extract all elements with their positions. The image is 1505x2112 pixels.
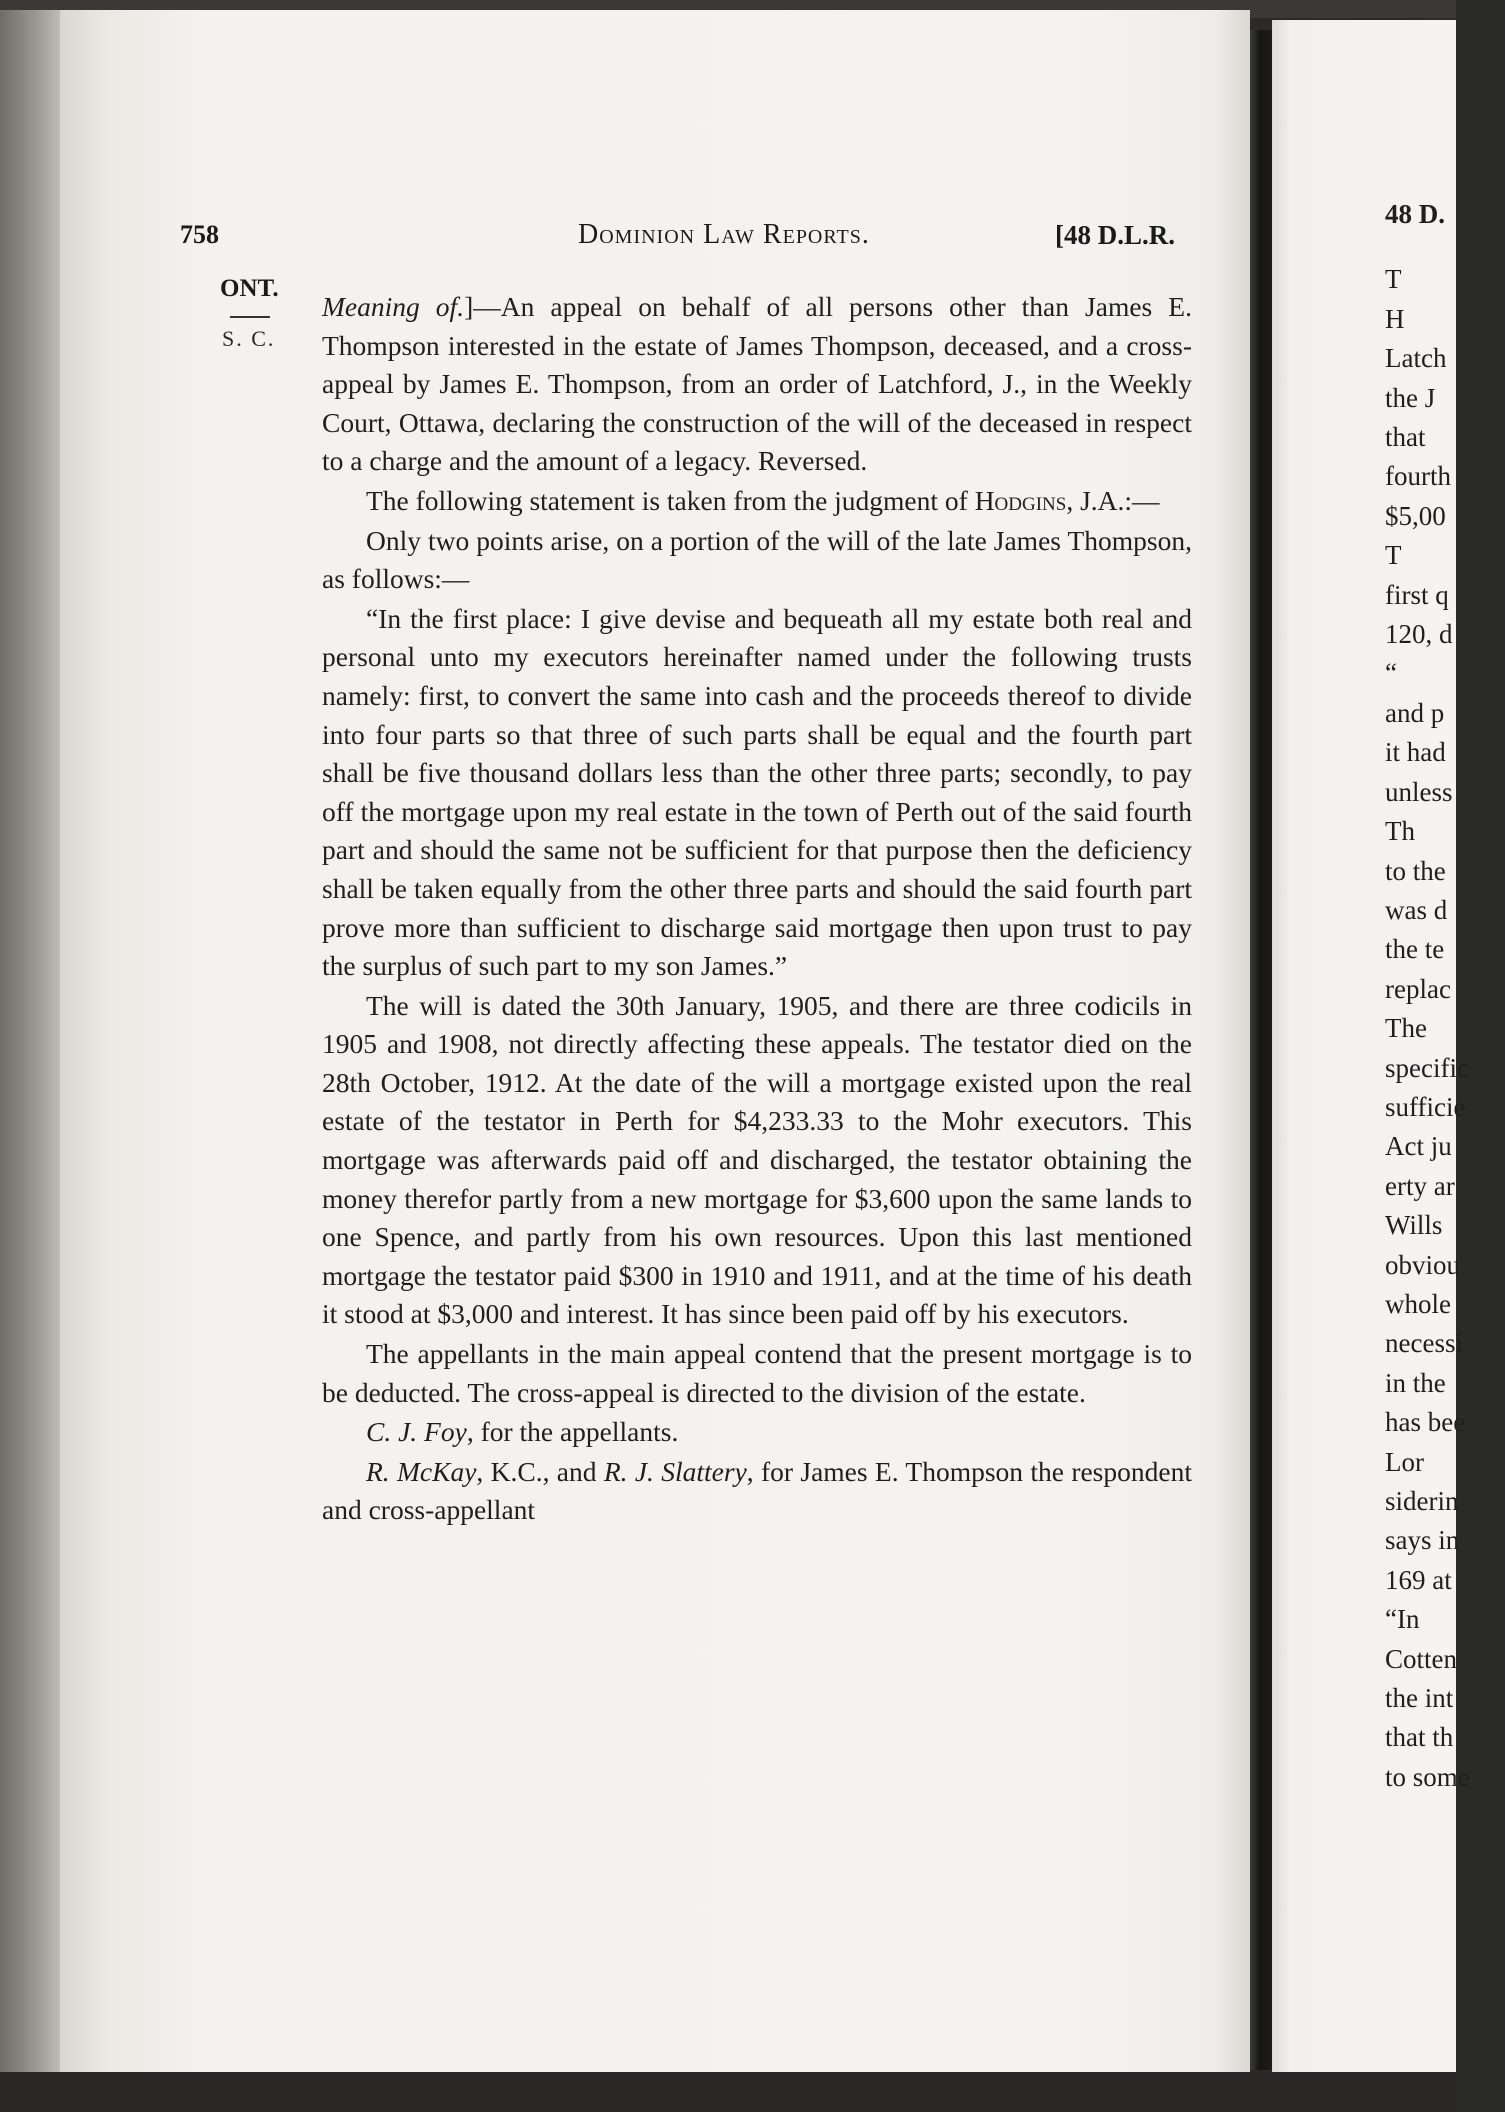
facing-line-fragment: Th: [1385, 816, 1415, 847]
counsel-name: C. J. Foy: [366, 1416, 467, 1448]
counsel-name: R. McKay: [366, 1455, 477, 1487]
counsel-role: , for the appellants.: [466, 1416, 679, 1448]
paragraph-contentions: The appellants in the main appeal contend that the present mortgage is to be deducted. The cross-appeal is directed to the division of the estate.: [322, 1338, 1192, 1408]
paragraph-counsel-appellants: [322, 1413, 1192, 1452]
facing-line-fragment: to some: [1385, 1761, 1470, 1792]
margin-court: S. C.: [222, 326, 276, 351]
facing-page-text: [1385, 195, 1505, 1797]
paragraph-counsel-respondent: [322, 1453, 1192, 1530]
facing-line-fragment: fourth: [1385, 461, 1451, 492]
counsel-joiner: , K.C., and: [476, 1455, 604, 1487]
facing-lines: [1385, 260, 1505, 1797]
facing-line-fragment: whole: [1385, 1288, 1451, 1319]
paragraph-facts: The will is dated the 30th January, 1905, and there are three codicils in 1905 and 1908, not directly affecting these appeals. The testator died on the 28th October, 1912. At the date of the will a mortgage existed upon the real estate of the testator in Perth for $4,233.33 to the Mohr executors. This mortgage was afterwards paid off and discharged, the testator obtaining the money therefor partly from a new mortgage for $3,600 upon the same lands to one Spence, and partly from his own resources. Upon this last mentioned mortgage the testator paid $300 in 1910 and 1911, and at the time of his death it stood at $3,000 and interest. It has since been paid off by his executors.: [322, 989, 1192, 1330]
facing-line-fragment: “In: [1385, 1604, 1420, 1635]
facing-line-fragment: unless: [1385, 776, 1453, 807]
facing-line-fragment: obviou: [1385, 1249, 1461, 1280]
statement-text: The following statement is taken from the judgment of: [366, 484, 975, 516]
facing-line-fragment: erty ar: [1385, 1170, 1455, 1201]
facing-line-fragment: 169 at: [1385, 1564, 1452, 1595]
facing-running-head: 48 D.: [1385, 199, 1445, 229]
catchword: Meaning of.: [322, 291, 465, 322]
facing-line-fragment: Lor: [1385, 1446, 1424, 1477]
book-gutter: [1250, 30, 1272, 2070]
running-title: Dominion Law Reports.: [578, 219, 870, 250]
facing-line-fragment: Wills: [1385, 1210, 1443, 1241]
paragraph-points: Only two points arise, on a portion of the will of the late James Thompson, as follows:—: [322, 524, 1192, 595]
headnote-text: ]—An appeal on behalf of all persons other than James E. Thompson interested in the estate of James Thompson, deceased, and a cross-appeal by James E. Thompson, from an order of Latchford, J., in the Weekly Court, Ottawa, declaring the construction of the will of the deceased in respect to a charge and the amount of a legacy. Reversed.: [322, 291, 1192, 477]
facing-line-fragment: H: [1385, 303, 1405, 334]
facing-line-fragment: $5,00: [1385, 500, 1446, 531]
facing-line-fragment: says in: [1385, 1525, 1460, 1556]
facing-line-fragment: it had: [1385, 737, 1446, 768]
facing-line-fragment: and p: [1385, 697, 1445, 728]
facing-line-fragment: has bee: [1385, 1407, 1466, 1438]
paragraph-statement: [322, 482, 1192, 521]
statement-tail: :—: [1124, 484, 1160, 516]
facing-line-fragment: T: [1385, 540, 1402, 571]
facing-line-fragment: in the: [1385, 1367, 1446, 1398]
scan-bottom-edge: [0, 2072, 1456, 2112]
facing-line-fragment: first q: [1385, 579, 1449, 610]
counsel-role: , for James E. Thompson the respondent and cross-appellant: [322, 1455, 1192, 1526]
facing-line-fragment: replac: [1385, 973, 1451, 1004]
page-number: 758: [180, 220, 219, 249]
facing-line-fragment: “: [1385, 658, 1397, 689]
facing-line-fragment: The: [1385, 1013, 1427, 1044]
facing-line-fragment: sufficie: [1385, 1091, 1466, 1122]
volume-reference: [48 D.L.R.: [1055, 220, 1175, 250]
margin-rule: [230, 316, 270, 318]
paragraph-headnote: [322, 288, 1192, 481]
judge-name: Hodgins, J.A.: [974, 484, 1125, 516]
facing-line-fragment: 120, d: [1385, 619, 1453, 650]
body-text: [322, 288, 1192, 1530]
facing-line-fragment: specific: [1385, 1052, 1469, 1083]
facing-line-fragment: necessi: [1385, 1328, 1463, 1359]
facing-line-fragment: that th: [1385, 1722, 1454, 1753]
facing-line-fragment: Cotten: [1385, 1643, 1457, 1674]
counsel-name: R. J. Slattery: [603, 1455, 747, 1487]
paragraph-will-quote: “In the first place: I give devise and bequeath all my estate both real and personal unto my executors hereinafter named under the following trusts namely: first, to convert the same into cash and the proceeds thereof to divide into four parts so that three of such parts shall be equal and the fourth part shall be five thousand dollars less than the other three parts; secondly, to pay off the mortgage upon my real estate in the town of Perth out of the said fourth part and should the same not be sufficient for that purpose then the deficiency shall be taken equally from the other three parts and should the said fourth part prove more than sufficient to discharge said mortgage then upon trust to pay the surplus of such part to my son James.”: [322, 602, 1192, 982]
margin-jurisdiction: ONT.: [220, 275, 279, 302]
facing-line-fragment: Act ju: [1385, 1131, 1452, 1162]
facing-line-fragment: the int: [1385, 1683, 1454, 1714]
facing-line-fragment: Latch: [1385, 343, 1447, 374]
facing-line-fragment: the te: [1385, 934, 1445, 965]
facing-line-fragment: that: [1385, 422, 1426, 453]
facing-line-fragment: T: [1385, 264, 1402, 295]
facing-line-fragment: siderin: [1385, 1486, 1459, 1516]
facing-line-fragment: was d: [1385, 894, 1448, 925]
facing-line-fragment: the J: [1385, 382, 1436, 413]
facing-line-fragment: to the: [1385, 855, 1446, 886]
